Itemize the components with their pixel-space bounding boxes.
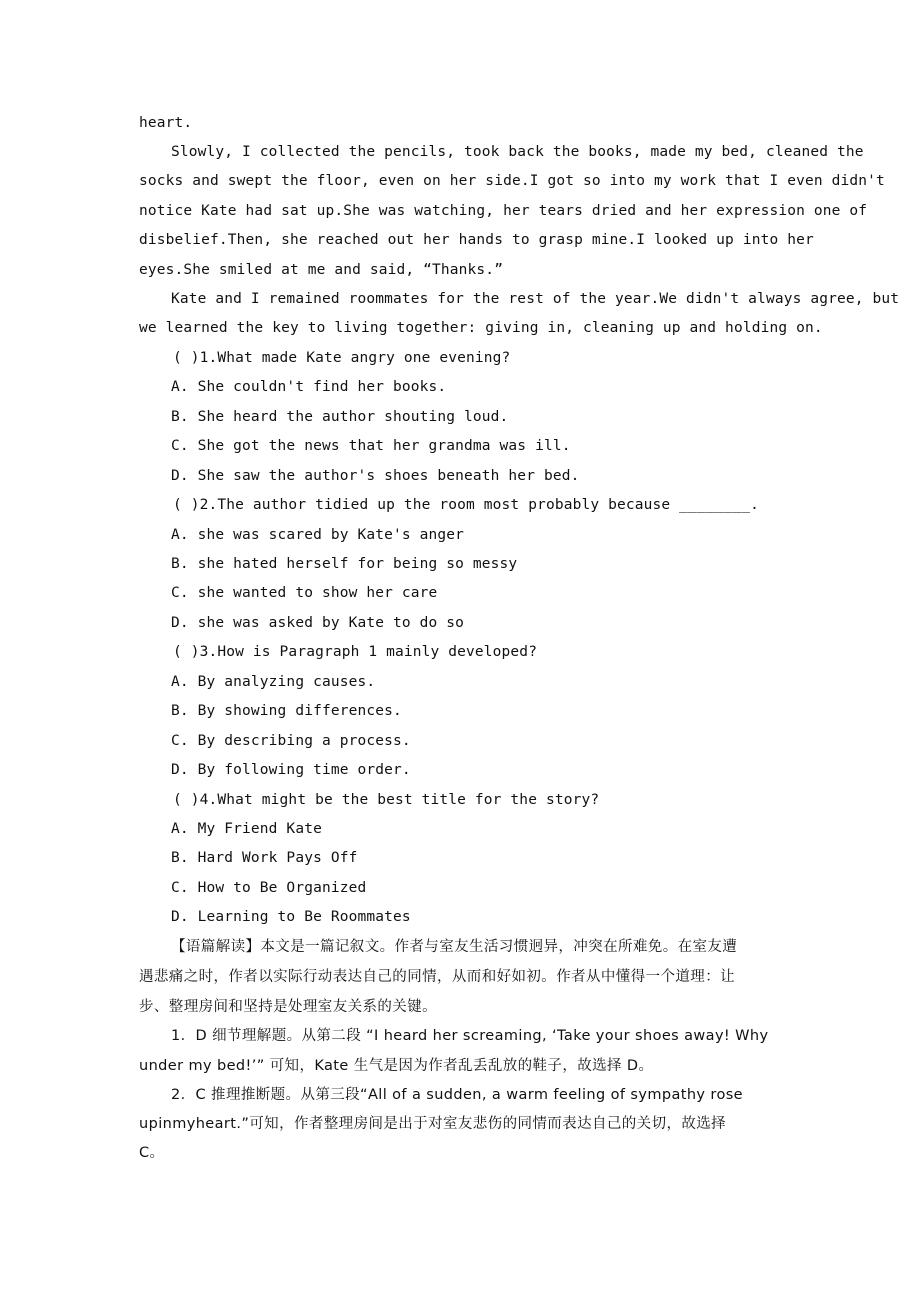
answer-option: A. she was scared by Kate's anger	[171, 527, 465, 543]
answer-option: C. she wanted to show her care	[171, 585, 438, 601]
answer-explanation-line: upinmyheart.”可知，作者整理房间是出于对室友悲伤的同情而表达自己的关切，故选择	[139, 1116, 727, 1132]
answer-option: A. By analyzing causes.	[171, 674, 376, 690]
passage-line: Slowly, I collected the pencils, took back the books, made my bed, cleaned the	[171, 144, 864, 160]
answer-option: C. How to Be Organized	[171, 880, 367, 896]
answer-option: D. she was asked by Kate to do so	[171, 615, 465, 631]
answer-option: D. By following time order.	[171, 762, 411, 778]
answer-option: D. She saw the author's shoes beneath her bed.	[171, 468, 580, 484]
answer-explanation-line: under my bed!’” 可知，Kate 生气是因为作者乱丢乱放的鞋子，故选择 D。	[139, 1058, 654, 1074]
passage-line: socks and swept the floor, even on her side.I got so into my work that I even didn't	[139, 173, 885, 189]
answer-explanation-line: 2．C 推理推断题。从第三段“All of a sudden, a warm feeling of sympathy rose	[171, 1087, 743, 1103]
question-stem: ( )2.The author tidied up the room most probably because ________.	[173, 497, 760, 513]
passage-line: eyes.She smiled at me and said, “Thanks.”	[139, 262, 504, 278]
analysis-line: 遇悲痛之时，作者以实际行动表达自己的同情，从而和好如初。作者从中懂得一个道理：让	[139, 969, 735, 985]
answer-option: A. My Friend Kate	[171, 821, 322, 837]
passage-line: notice Kate had sat up.She was watching, her tears dried and her expression one of	[139, 203, 868, 219]
answer-option: B. she hated herself for being so messy	[171, 556, 518, 572]
answer-option: B. She heard the author shouting loud.	[171, 409, 509, 425]
passage-line: disbelief.Then, she reached out her hands to grasp mine.I looked up into her	[139, 232, 814, 248]
question-stem: ( )3.How is Paragraph 1 mainly developed?	[173, 644, 538, 660]
answer-option: A. She couldn't find her books.	[171, 379, 447, 395]
answer-option: D. Learning to Be Roommates	[171, 909, 411, 925]
question-stem: ( )1.What made Kate angry one evening?	[173, 350, 511, 366]
answer-option: C. By describing a process.	[171, 733, 411, 749]
passage-line: heart.	[139, 115, 193, 131]
answer-explanation-line: C。	[139, 1145, 165, 1161]
passage-line: Kate and I remained roommates for the rest of the year.We didn't always agree, but	[171, 291, 900, 307]
answer-option: B. By showing differences.	[171, 703, 402, 719]
analysis-line: 【语篇解读】本文是一篇记叙文。作者与室友生活习惯迥异，冲突在所难免。在室友遭	[171, 939, 738, 955]
analysis-line: 步、整理房间和坚持是处理室友关系的关键。	[139, 999, 437, 1015]
answer-option: B. Hard Work Pays Off	[171, 850, 358, 866]
answer-option: C. She got the news that her grandma was ill.	[171, 438, 571, 454]
passage-line: we learned the key to living together: giving in, cleaning up and holding on.	[139, 320, 823, 336]
answer-explanation-line: 1．D 细节理解题。从第二段 “I heard her screaming, ‘Take your shoes away! Why	[171, 1028, 769, 1044]
question-stem: ( )4.What might be the best title for the story?	[173, 792, 600, 808]
